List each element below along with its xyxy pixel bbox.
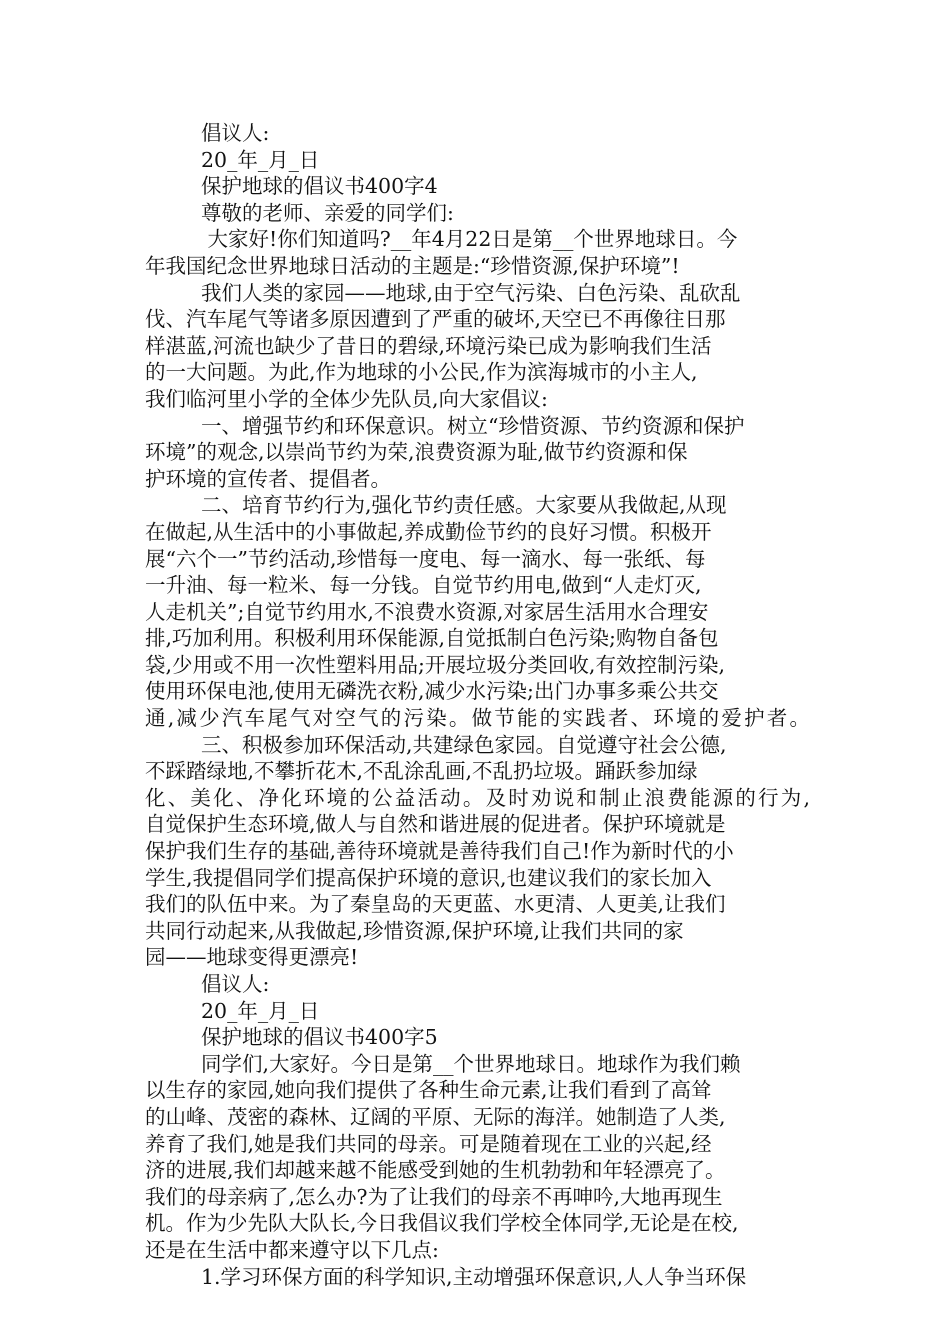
text-line: 一升油、每一粒米、每一分钱。自觉节约用电,做到“人走灯灭, [145,573,702,598]
text-line: 还是在生活中都来遵守以下几点: [145,1237,439,1262]
text-line: 共同行动起来,从我做起,珍惜资源,保护环境,让我们共同的家 [145,918,684,943]
text-line: 倡议人: [201,972,270,996]
text-line: 机。作为少先队大队长,今日我倡议我们学校全体同学,无论是在校, [145,1211,739,1236]
text-line: 我们的母亲病了,怎么办?为了让我们的母亲不再呻吟,大地再现生 [145,1184,723,1209]
text-line: 学生,我提倡同学们提高保护环境的意识,也建议我们的家长加入 [145,865,712,890]
text-line: 养育了我们,她是我们共同的母亲。可是随着现在工业的兴起,经 [145,1131,712,1156]
text-line: 通,减少汽车尾气对空气的污染。做节能的实践者、环境的爱护者。 [145,706,813,731]
text-line: 在做起,从生活中的小事做起,养成勤俭节约的良好习惯。积极开 [145,519,712,544]
text-line: 保护地球的倡议书400字5 [201,1025,438,1050]
text-line: 样湛蓝,河流也缺少了昔日的碧绿,环境污染已成为影响我们生活 [145,333,712,358]
text-line: 大家好!你们知道吗?__年4月22日是第__个世界地球日。今 [201,227,738,252]
text-line: 1.学习环保方面的科学知识,主动增强环保意识,人人争当环保 [201,1264,747,1289]
text-line: 伐、汽车尾气等诸多原因遭到了严重的破坏,天空已不再像往日那 [145,307,726,332]
text-line: 袋,少用或不用一次性塑料用品;开展垃圾分类回收,有效控制污染, [145,652,725,677]
text-line: 三、积极参加环保活动,共建绿色家园。自觉遵守社会公德, [201,732,727,757]
text-line: 不踩踏绿地,不攀折花木,不乱涂乱画,不乱扔垃圾。踊跃参加绿 [145,759,698,784]
text-line: 倡议人: [201,121,270,145]
text-line: 护环境的宣传者、提倡者。 [145,466,391,491]
text-line: 园——地球变得更漂亮! [145,945,359,970]
text-line: 同学们,大家好。今日是第__个世界地球日。地球作为我们赖 [201,1051,741,1076]
text-line: 保护我们生存的基础,善待环境就是善待我们自己!作为新时代的小 [145,839,734,864]
text-line: 使用环保电池,使用无磷洗衣粉,减少水污染;出门办事多乘公共交 [145,679,719,704]
text-line: 人走机关”;自觉节约用水,不浪费水资源,对家居生活用水合理安 [145,599,709,624]
text-line: 排,巧加利用。积极利用环保能源,自觉抵制白色污染;购物自备包 [145,626,719,651]
text-line: 展“六个一”节约活动,珍惜每一度电、每一滴水、每一张纸、每 [145,546,706,571]
text-line: 我们的队伍中来。为了秦皇岛的天更蓝、水更清、人更美,让我们 [145,892,726,917]
text-line: 的一大问题。为此,作为地球的小公民,作为滨海城市的小主人, [145,360,698,385]
text-line: 二、培育节约行为,强化节约责任感。大家要从我做起,从现 [201,493,727,518]
text-line: 一、增强节约和环保意识。树立“珍惜资源、节约资源和保护 [201,413,745,438]
text-line: 20_年_月_日 [201,998,320,1023]
text-line: 我们临河里小学的全体少先队员,向大家倡议: [145,386,548,411]
text-line: 年我国纪念世界地球日活动的主题是:“珍惜资源,保护环境”! [145,253,680,278]
text-line: 20_年_月_日 [201,147,320,172]
text-line: 自觉保护生态环境,做人与自然和谐进展的促进者。保护环境就是 [145,812,726,837]
text-line: 保护地球的倡议书400字4 [201,174,438,199]
text-line: 济的进展,我们却越来越不能感受到她的生机勃勃和年轻漂亮了。 [145,1158,726,1183]
text-line: 尊敬的老师、亲爱的同学们: [201,200,454,225]
text-line: 我们人类的家园——地球,由于空气污染、白色污染、乱砍乱 [201,280,741,305]
document-body [145,120,813,1290]
text-line: 环境”的观念,以崇尚节约为荣,浪费资源为耻,做节约资源和保 [145,440,688,465]
text-line: 的山峰、茂密的森林、辽阔的平原、无际的海洋。她制造了人类, [145,1104,726,1129]
text-line: 以生存的家园,她向我们提供了各种生命元素,让我们看到了高耸 [145,1078,712,1103]
text-line: 化、美化、净化环境的公益活动。及时劝说和制止浪费能源的行为, [145,785,813,810]
